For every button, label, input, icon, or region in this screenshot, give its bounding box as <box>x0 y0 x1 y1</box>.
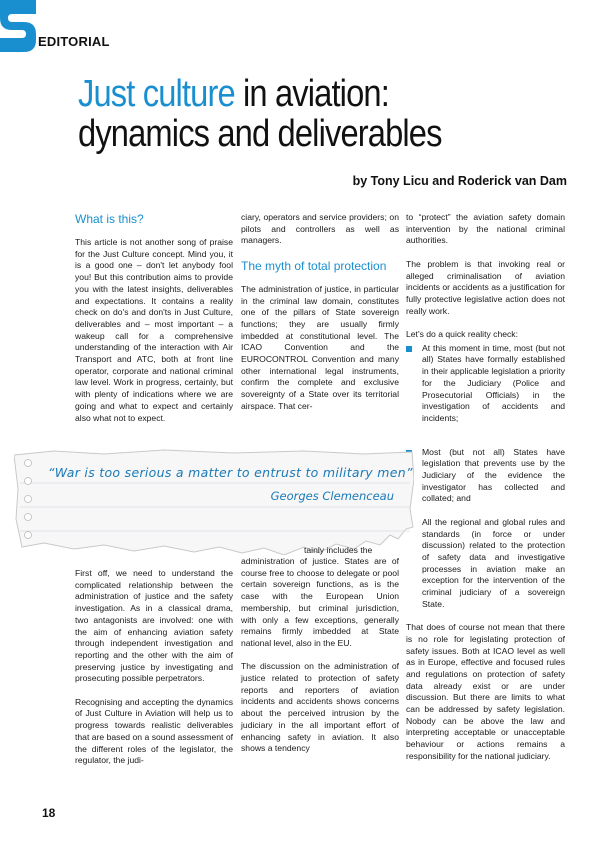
partial-text-under-quote: tainly includes the <box>304 545 373 555</box>
list-item-text: All the regional and global rules and standards (in force or under discussion) related to the protection of safety data and investigative processes in aviation make an exception for the intervention of the criminal judiciary of a sovereign State. <box>422 516 565 609</box>
quote-author: Georges Clemenceau <box>270 489 394 503</box>
paragraph: This article is not another song of praise for the Just Culture concept. Mind you, it is a good one – don't let anybody fool you! But this contribution aims to provide you with the latest insights, deliverables and expectations. It contains a reality check on do's and don'ts in Just Culture, deliverables and – most important – a wakeup call for a comprehensive understanding of the interaction with Air Transport and ATC, both at front line operator, corporate and national criminal law level. Work in progress, certainly, but with plenty of indications where we are going and what to expect and certainly also what not to expect. <box>75 237 233 423</box>
column-2-bottom <box>241 556 399 767</box>
list-item <box>406 343 565 425</box>
byline: by Tony Licu and Roderick van Dam <box>352 174 567 188</box>
section-heading-myth: The myth of total protection <box>241 258 387 273</box>
column-2-top <box>241 212 399 424</box>
list-item-text: At this moment in time, most (but not all) States have formally established in their applicable legislation a priority for the Judiciary (Police and Prosecutorial Officials) in the investigation of accidents and incidents; <box>422 342 565 423</box>
title-accent: Just culture <box>78 73 235 115</box>
bullet-square-icon <box>406 346 412 352</box>
list-item <box>406 517 565 611</box>
page-number: 18 <box>42 806 56 820</box>
bullet-list <box>406 343 565 611</box>
title-line2: dynamics and deliverables <box>78 113 442 155</box>
paragraph: The discussion on the administration of justice related to protection of safety reports and reporters of aviation incidents and accidents shows concerns about the perceived intrusion by the judiciary in the all important effort of enhancing safety in aviation. It also shows a tendency <box>241 661 399 754</box>
paragraph: Let's do a quick reality check: <box>406 329 518 339</box>
column-1-bottom <box>75 568 233 779</box>
paragraph: administration of justice. States are of course free to choose to delegate or pool certain sovereign functions, as is the case with the European Union membership, but criminal jurisdiction, with only a few exceptions, generally remains firmly imbedded at State national level, also in the EU. <box>241 556 399 648</box>
paragraph: Recognising and accepting the dynamics of Just Culture in Aviation will help us to progress towards realistic deliverables that are based on a sound assessment of the different roles of the legislator, the regulator, the judi- <box>75 696 233 766</box>
list-item-text: Most (but not all) States have legislation that prevents use by the Judiciary of the evidence the investigator has collected and collated; and <box>422 446 565 504</box>
paragraph: The administration of justice, in particular in the criminal law domain, constitutes one of the pillars of State sovereign functions; they are usually firmly imbedded at constitutional level. The ICAO Convention and the EUROCONTROL Convention and many other international legal instruments, confirm the complete and exclusive sovereignty of a State over its territorial airspace. That cer- <box>241 283 399 411</box>
section-heading-what-is-this: What is this? <box>75 212 144 226</box>
column-3 <box>406 212 565 774</box>
paragraph: The problem is that invoking real or alleged criminalisation of aviation incidents or accidents as a justification for fully protective legislative action does not really work. <box>406 258 565 316</box>
title-line1-rest: in aviation: <box>234 73 389 115</box>
article-title <box>78 74 508 154</box>
paragraph: That does of course not mean that there is no role for legislating protection of safety issues. Both at ICAO level as well as in Europe, effective and focused rules and regulations on protection of safety data already exist or are under discussion. But there are limits to what can be addressed by safety legislation. Nobody can be above the law and interpreting acceptable or unacceptable behaviour or actions remains a responsibility for the national judiciary. <box>406 622 565 761</box>
paragraph: ciary, operators and service providers; on pilots and controllers as well as managers. <box>241 212 399 246</box>
column-1-top <box>75 212 233 436</box>
section-label: EDITORIAL <box>38 34 110 49</box>
list-item <box>406 447 565 506</box>
s-logo-icon <box>0 0 36 52</box>
paragraph: First off, we need to understand the complicated relationship between the administration of justice and the safety investigation. As in a classical drama, two antagonists are involved: one with the aim of enhancing aviation safety through independent investigation and reporting and the other with the aim of preserving justice by investigating and prosecuting possible perpetrators. <box>75 568 233 684</box>
pull-quote <box>14 449 414 555</box>
paragraph: to “protect” the aviation safety domain intervention by the national criminal authorities. <box>406 212 565 246</box>
quote-text: “War is too serious a matter to entrust to military men” <box>48 465 413 480</box>
